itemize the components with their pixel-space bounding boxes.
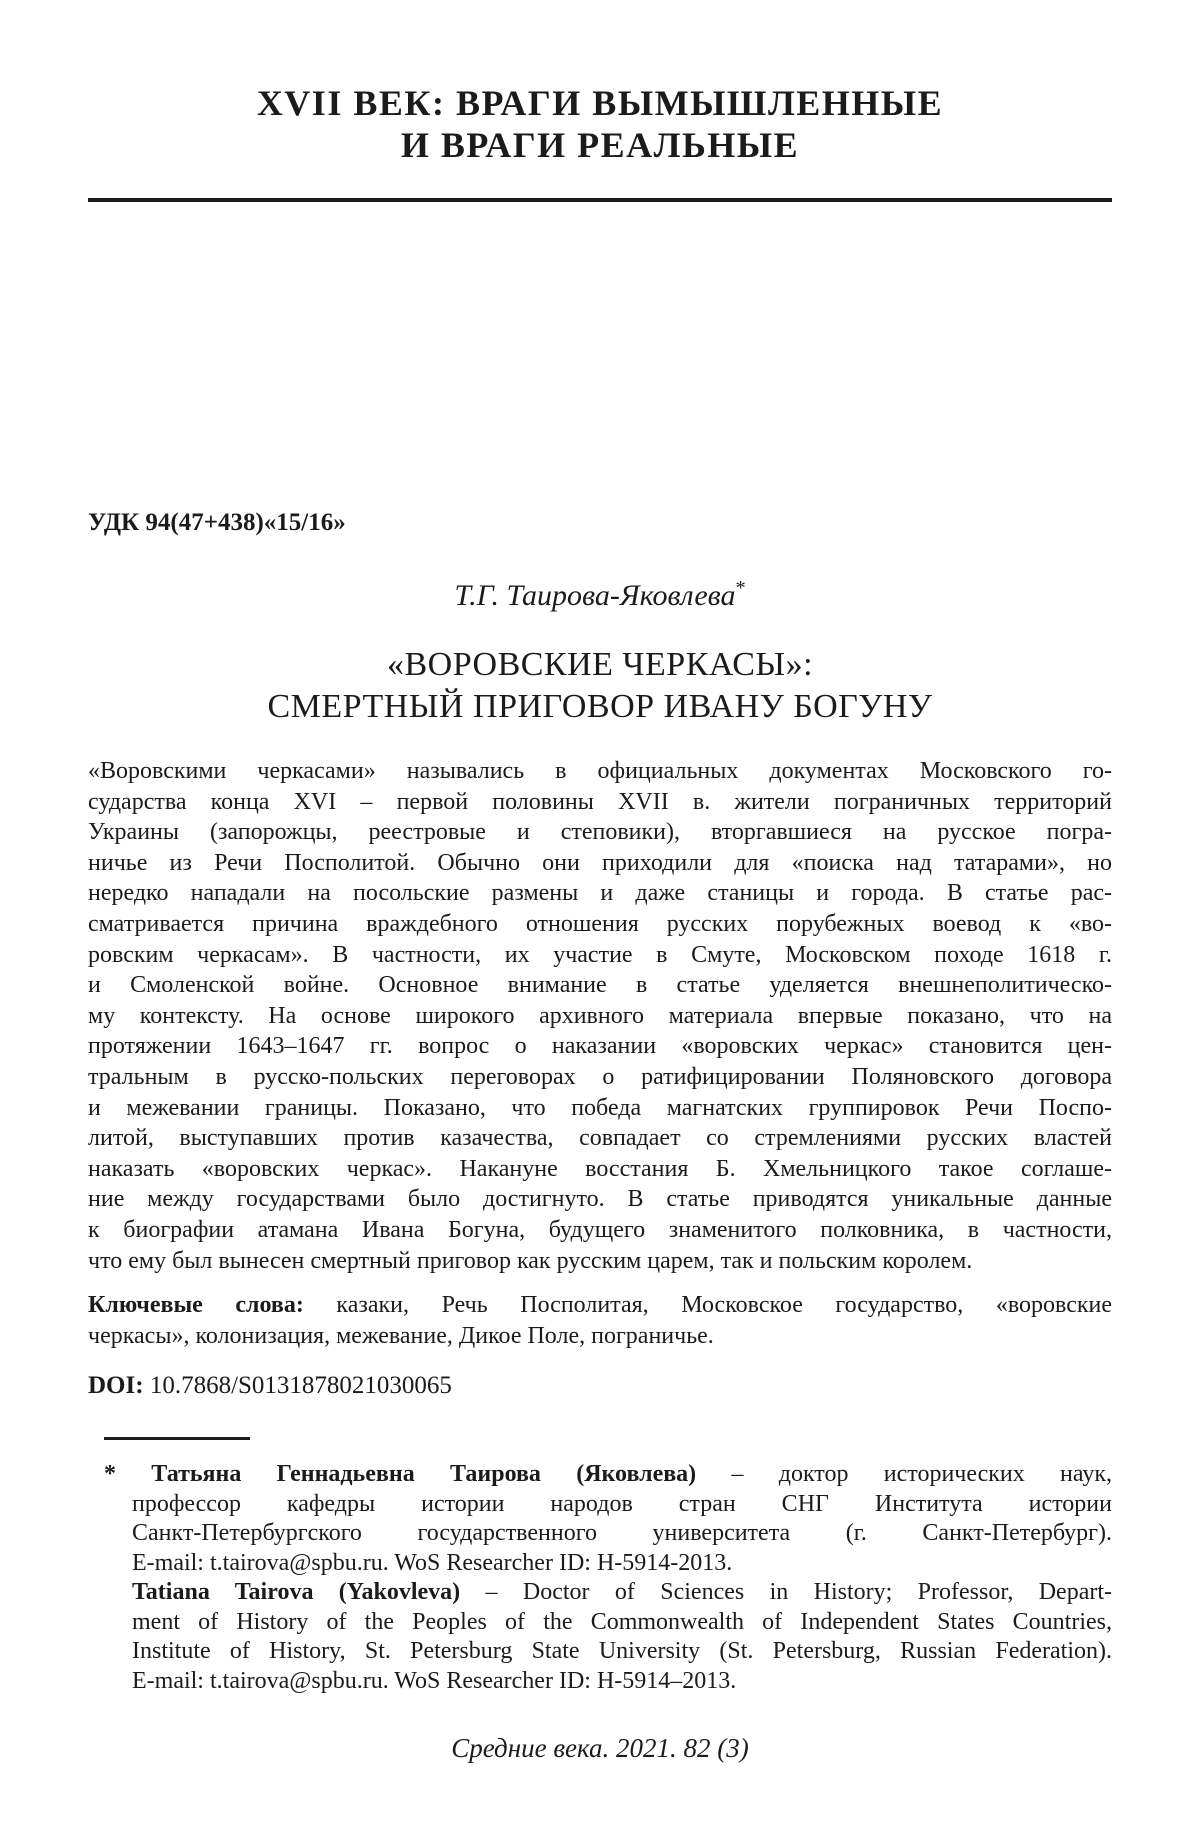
text-line [88, 878, 1112, 909]
text-line [88, 1184, 1112, 1215]
text-line [88, 1154, 1112, 1185]
text-run: что ему был вынесен смертный приговор как русским царем, так и польским королем. [88, 1247, 973, 1274]
header-rule [88, 198, 1112, 202]
text-run: черкасы», колонизация, межевание, Дикое Поле, пограничье. [88, 1323, 714, 1350]
text-run: Institute of History, St. Petersburg State University (St. Petersburg, Russian Federation). [132, 1638, 1112, 1665]
text-run: и Смоленской войне. Основное внимание в статье уделяется внешнеполитическо- [88, 972, 1112, 999]
text-line [88, 1001, 1112, 1032]
text-line [88, 1093, 1112, 1124]
doi-value: 10.7868/S0131878021030065 [149, 1372, 452, 1400]
text-run: тральным в русско-польских переговорах о ратифицировании Поляновского договора [88, 1063, 1112, 1090]
doi-label: DOI: [88, 1372, 144, 1400]
abstract [88, 756, 1112, 1276]
author-line [88, 578, 1112, 614]
journal-footer: Средние века. 2021. 82 (3) [451, 1733, 749, 1764]
doi-line [88, 1370, 1112, 1401]
text-run: E-mail: t.tairova@spbu.ru. WoS Researcher ID: H-5914–2013. [132, 1667, 737, 1694]
text-run: и межевании границы. Показано, что победа магнатских группировок Речи Поспо- [88, 1094, 1112, 1121]
text-line [88, 1290, 1112, 1321]
text-run: му контексту. На основе широкого архивного материала впервые показано, что на [88, 1002, 1112, 1029]
text-line [104, 1460, 1112, 1490]
text-run: ничье из Речи Посполитой. Обычно они приходили для «поиска над татарами», но [88, 849, 1112, 876]
text-line [132, 1608, 1112, 1638]
text-run: профессор кафедры истории народов стран СНГ Института истории [132, 1490, 1112, 1517]
text-line [132, 1637, 1112, 1667]
text-line [88, 970, 1112, 1001]
text-line [88, 1062, 1112, 1093]
article-title [88, 644, 1112, 728]
text-line [132, 1490, 1112, 1520]
keywords [88, 1290, 1112, 1352]
text-run: сматривается причина враждебного отношения русских порубежных воевод к «во- [88, 910, 1112, 937]
article-title-line1: «ВОРОВСКИЕ ЧЕРКАСЫ»: [386, 646, 814, 683]
text-run: «Воровскими черкасами» назывались в официальных документах Московского го- [88, 758, 1112, 784]
text-run: – Doctor of Sciences in History; Professor, Depart- [460, 1579, 1112, 1606]
text-line [132, 1667, 1112, 1697]
text-run: – доктор исторических наук, [696, 1461, 1112, 1488]
text-run: ние между государствами было достигнуто. В статье приводятся уникальные данные [88, 1186, 1112, 1213]
author-name: Т.Г. Таирова-Яковлева [454, 579, 736, 612]
text-run-bold: Tatiana Tairova (Yakovleva) [132, 1579, 461, 1606]
text-line [132, 1519, 1112, 1549]
udc-code: УДК 94(47+438)«15/16» [88, 509, 346, 536]
text-line [88, 1246, 1112, 1277]
text-run: протяжении 1643–1647 гг. вопрос о наказании «воровских черкас» становится цен- [88, 1033, 1112, 1060]
section-header-line1: XVII ВЕК: ВРАГИ ВЫМЫШЛЕННЫЕ [256, 83, 944, 123]
section-header-line2: И ВРАГИ РЕАЛЬНЫЕ [400, 125, 800, 165]
footnote-rule [104, 1437, 250, 1440]
text-line [132, 1578, 1112, 1608]
text-run: литой, выступавших против казачества, совпадает со стремлениями русских властей [88, 1125, 1112, 1152]
text-line [88, 787, 1112, 818]
text-line [88, 1215, 1112, 1246]
text-line [88, 1123, 1112, 1154]
text-run: Санкт-Петербургского государственного университета (г. Санкт-Петербург). [132, 1520, 1112, 1547]
text-line [88, 1321, 1112, 1352]
text-run: нередко нападали на посольские размены и даже станицы и города. В статье рас- [88, 880, 1112, 907]
text-run-bold: Ключевые слова: [88, 1292, 304, 1319]
text-line [88, 1031, 1112, 1062]
text-run: наказать «воровских черкас». Накануне восстания Б. Хмельницкого такое соглаше- [88, 1155, 1112, 1182]
text-run: к биографии атамана Ивана Богуна, будущего знаменитого полковника, в частности, [88, 1216, 1112, 1243]
author-footnote-mark: * [735, 577, 746, 599]
text-run: ровским черкасам». В частности, их участие в Смуте, Московском походе 1618 г. [88, 941, 1112, 968]
text-line [88, 940, 1112, 971]
text-run: E-mail: t.tairova@spbu.ru. WoS Researcher ID: H-5914-2013. [132, 1549, 733, 1576]
text-run-bold: * Татьяна Геннадьевна Таирова (Яковлева) [104, 1461, 697, 1488]
text-line [88, 909, 1112, 940]
text-line [132, 1549, 1112, 1579]
text-run: казаки, Речь Посполитая, Московское государство, «воровские [303, 1292, 1112, 1319]
text-line [88, 848, 1112, 879]
article-title-line2: СМЕРТНЫЙ ПРИГОВОР ИВАНУ БОГУНУ [267, 688, 933, 725]
text-run: Украины (запорожцы, реестровые и степовики), вторгавшиеся на русское погра- [88, 819, 1112, 846]
text-line [88, 817, 1112, 848]
text-run: сударства конца XVI – первой половины XVII в. жители пограничных территорий [88, 788, 1112, 815]
text-line [88, 756, 1112, 787]
footnote [104, 1460, 1112, 1696]
section-header [88, 82, 1112, 166]
text-run: ment of History of the Peoples of the Commonwealth of Independent States Countries, [132, 1608, 1112, 1635]
